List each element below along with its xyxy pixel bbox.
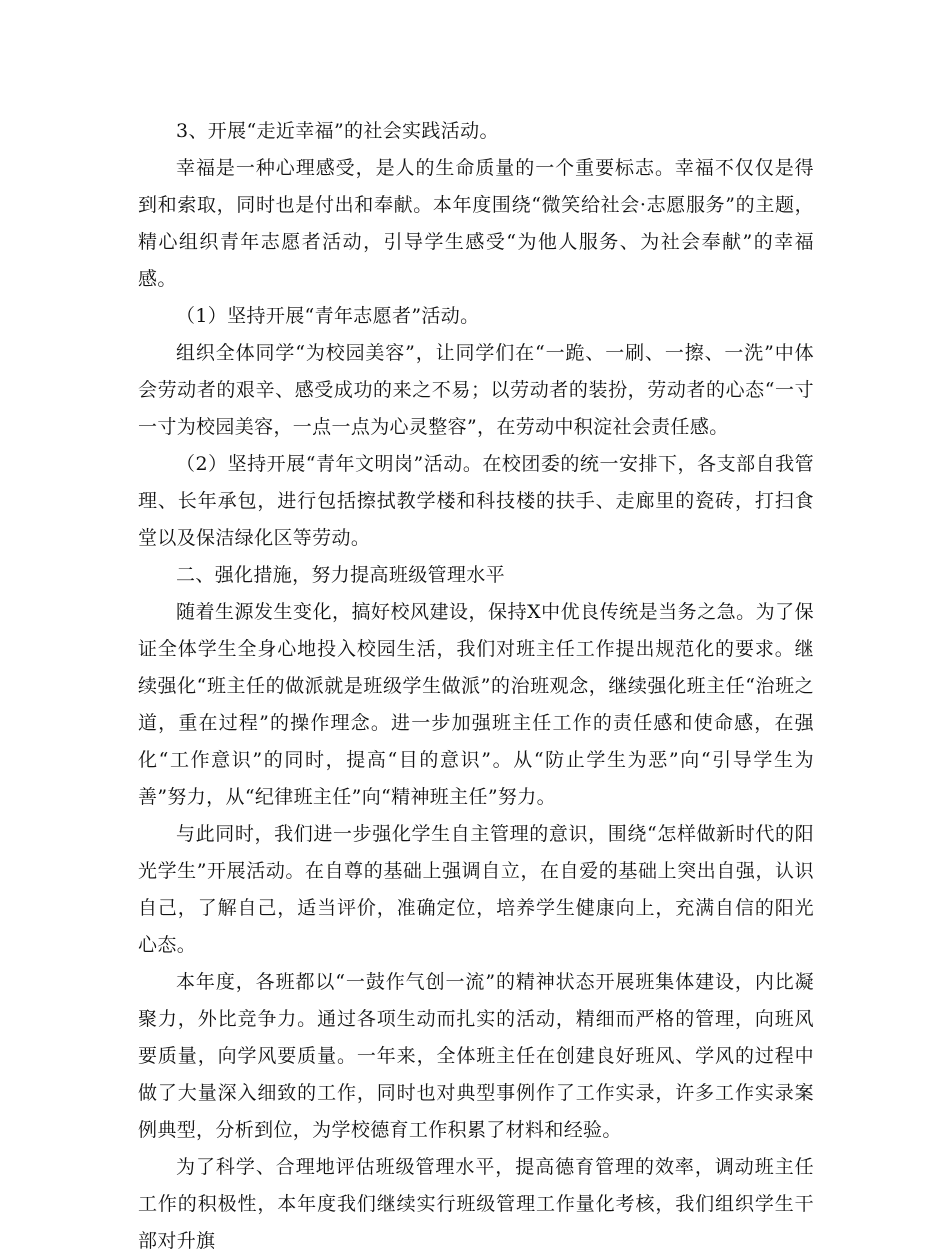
paragraph: 为了科学、合理地评估班级管理水平，提高德育管理的效率，调动班主任工作的积极性，本年度我们继续实行班级管理工作量化考核，我们组织学生干部对升旗 bbox=[138, 1156, 814, 1252]
section-heading: 二、强化措施，努力提高班级管理水平 bbox=[176, 564, 505, 586]
paragraph: 随着生源发生变化，搞好校风建设，保持X中优良传统是当务之急。为了保证全体学生全身心地投入校园生活，我们对班主任工作提出规范化的要求。继续强化“班主任的做派就是班级学生做派”的治班观念，继续强化班主任“治班之道，重在过程”的操作理念。进一步加强班主任工作的责任感和使命感，在强化“工作意识”的同时，提高“目的意识”。从“防止学生为恶”向“引导学生为善”努力，从“纪律班主任”向“精神班主任”努力。 bbox=[138, 601, 814, 808]
paragraph-subheading-2: （2）坚持开展“青年文明岗”活动。在校团委的统一安排下，各支部自我管理、长年承包，进行包括擦拭教学楼和科技楼的扶手、走廊里的瓷砖，打扫食堂以及保洁绿化区等劳动。 bbox=[138, 453, 814, 549]
paragraph-heading-3: 3、开展“走近幸福”的社会实践活动。 bbox=[176, 120, 499, 142]
paragraph: 幸福是一种心理感受，是人的生命质量的一个重要标志。幸福不仅仅是得到和索取，同时也是付出和奉献。本年度围绕“微笑给社会·志愿服务”的主题，精心组织青年志愿者活动，引导学生感受“为他人服务、为社会奉献”的幸福感。 bbox=[138, 157, 814, 290]
document-body bbox=[138, 113, 814, 1260]
paragraph: 组织全体同学“为校园美容”，让同学们在“一跪、一刷、一擦、一洗”中体会劳动者的艰辛、感受成功的来之不易；以劳动者的装扮，劳动者的心态“一寸一寸为校园美容，一点一点为心灵整容”，在劳动中积淀社会责任感。 bbox=[138, 342, 814, 438]
paragraph: 本年度，各班都以“一鼓作气创一流”的精神状态开展班集体建设，内比凝聚力，外比竞争力。通过各项生动而扎实的活动，精细而严格的管理，向班风要质量，向学风要质量。一年来，全体班主任在创建良好班风、学风的过程中做了大量深入细致的工作，同时也对典型事例作了工作实录，许多工作实录案例典型，分析到位，为学校德育工作积累了材料和经验。 bbox=[138, 971, 814, 1141]
paragraph-subheading-1: （1）坚持开展“青年志愿者”活动。 bbox=[176, 305, 480, 327]
paragraph: 与此同时，我们进一步强化学生自主管理的意识，围绕“怎样做新时代的阳光学生”开展活动。在自尊的基础上强调自立，在自爱的基础上突出自强，认识自己，了解自己，适当评价，准确定位，培养学生健康向上，充满自信的阳光心态。 bbox=[138, 823, 814, 956]
